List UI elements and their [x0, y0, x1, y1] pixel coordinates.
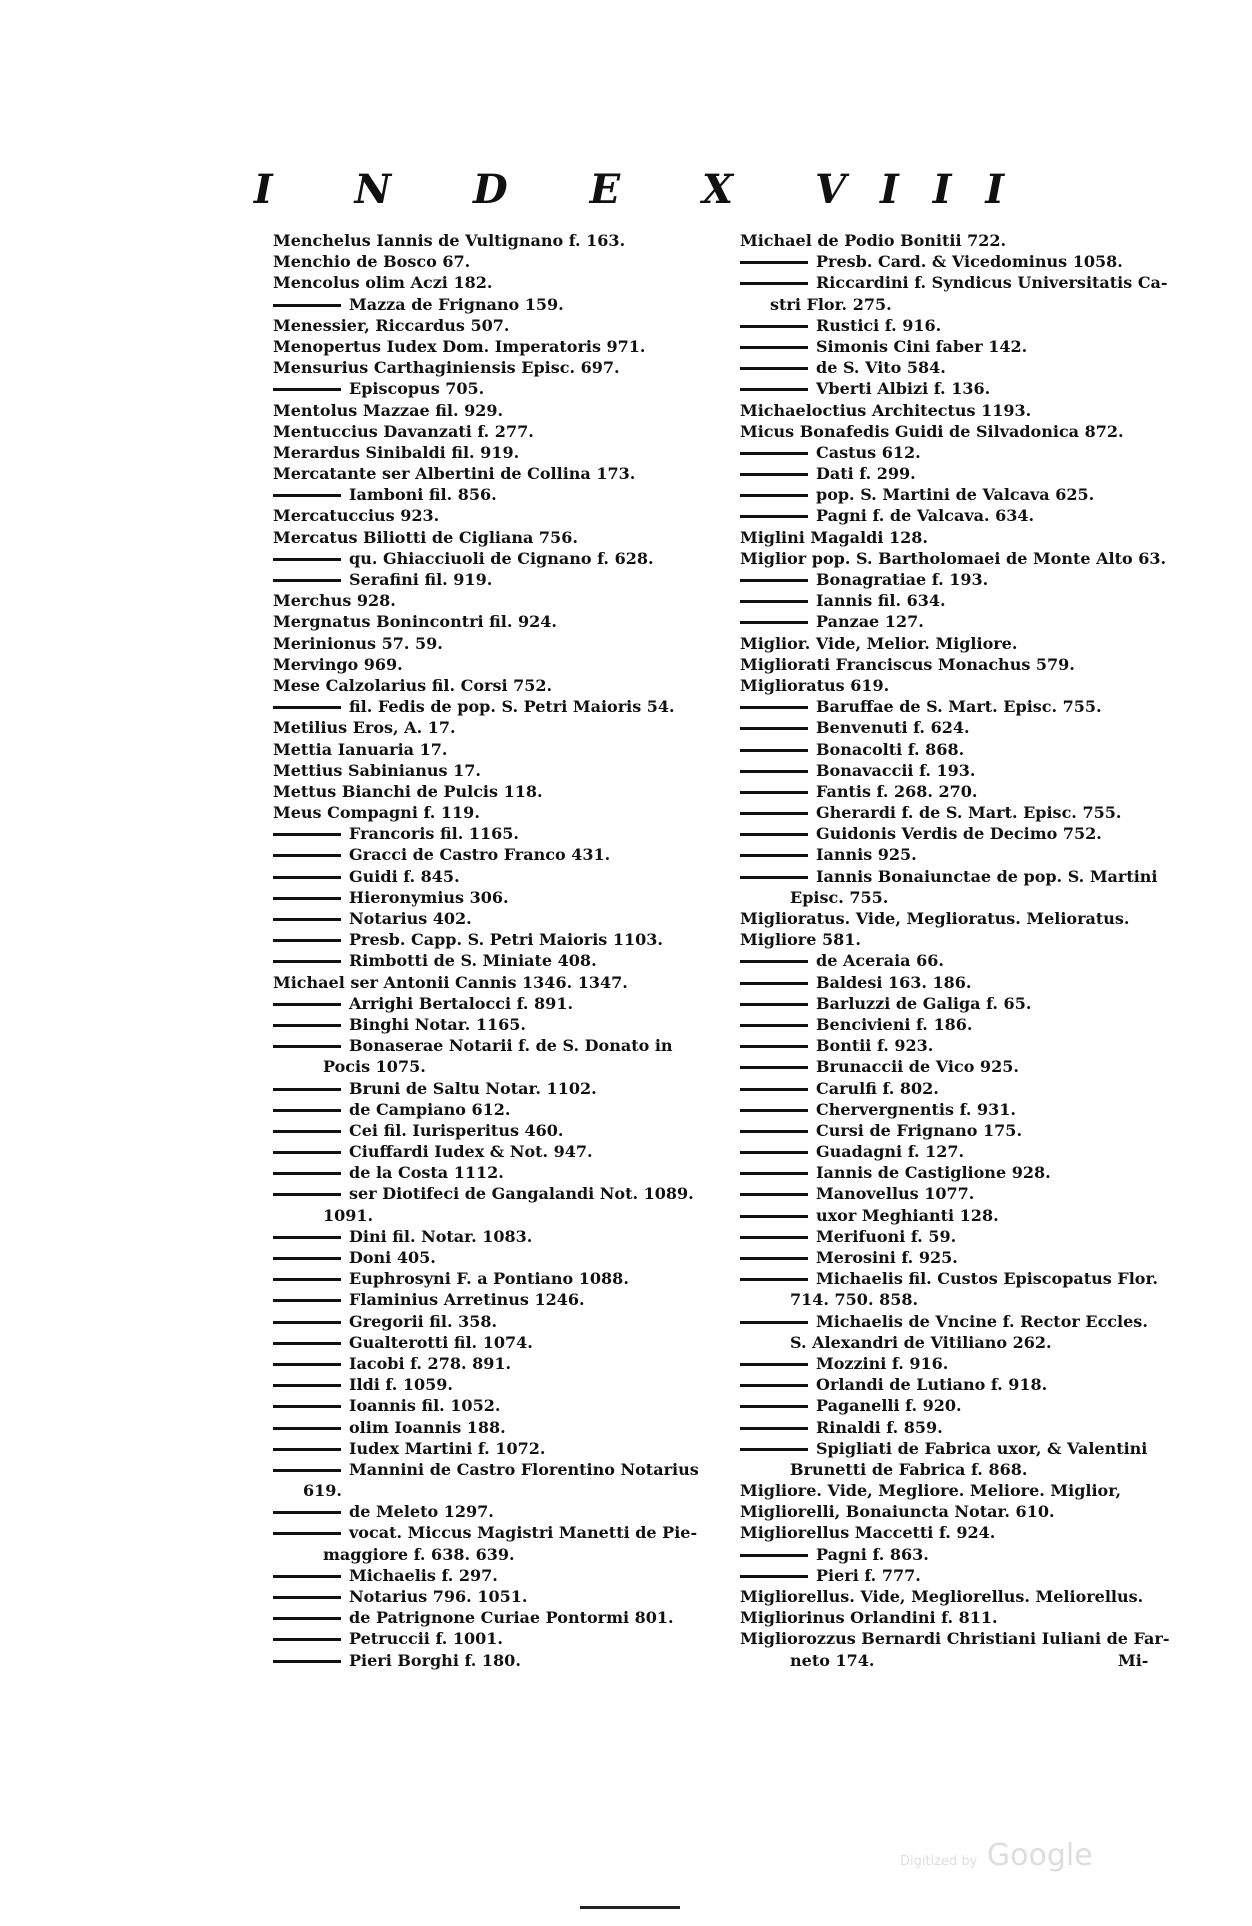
index-entry: Migliorelli, Bonaiuncta Notar. 610.	[740, 1502, 1055, 1522]
index-entry: Gherardi f. de S. Mart. Episc. 755.	[740, 802, 1180, 823]
index-entry: Orlandi de Lutiano f. 918.	[740, 1374, 1180, 1395]
index-entry: Mettia Ianuaria 17.	[273, 739, 448, 759]
index-entry: fil. Fedis de pop. S. Petri Maioris 54.	[273, 696, 725, 717]
index-entry: Menopertus Iudex Dom. Imperatoris 971.	[273, 336, 646, 356]
index-entry: Notarius 402.	[273, 908, 725, 929]
index-entry: Menchio de Bosco 67.	[273, 252, 471, 272]
page-title: I N D E X VIII	[253, 166, 1039, 213]
index-entry: Cei fil. Iurisperitus 460.	[273, 1120, 725, 1141]
index-entry: Bontii f. 923.	[740, 1035, 1180, 1056]
index-entry: Mazza de Frignano 159.	[273, 294, 725, 315]
index-entry: Gracci de Castro Franco 431.	[273, 844, 725, 865]
index-entry: Flaminius Arretinus 1246.	[273, 1289, 725, 1310]
index-entry: Miglior pop. S. Bartholomaei de Monte Alto 63.	[740, 548, 1167, 568]
index-entry: Merardus Sinibaldi fil. 919.	[273, 442, 520, 462]
index-entry: qu. Ghiacciuoli de Cignano f. 628.	[273, 548, 725, 569]
index-entry: 1091.	[323, 1205, 374, 1225]
index-entry: Bonaserae Notarii f. de S. Donato in	[273, 1035, 725, 1056]
index-entry: Migliorellus. Vide, Megliorellus. Meliorellus.	[740, 1587, 1144, 1606]
index-entry: Gregorii fil. 358.	[273, 1311, 725, 1332]
index-entry: Bonagratiae f. 193.	[740, 569, 1180, 590]
index-entry: Mentolus Mazzae fil. 929.	[273, 400, 504, 420]
index-entry: Bruni de Saltu Notar. 1102.	[273, 1078, 725, 1099]
index-entry: Meus Compagni f. 119.	[273, 803, 480, 823]
watermark	[900, 1838, 1093, 1873]
index-entry: Michaelis fil. Custos Episcopatus Flor.	[740, 1268, 1180, 1289]
index-entry: de Campiano 612.	[273, 1099, 725, 1120]
index-entry: Presb. Capp. S. Petri Maioris 1103.	[273, 929, 725, 950]
index-entry: Petruccii f. 1001.	[273, 1628, 725, 1649]
index-entry: Merosini f. 925.	[740, 1247, 1180, 1268]
index-entry: Vberti Albizi f. 136.	[740, 378, 1180, 399]
index-entry: Notarius 796. 1051.	[273, 1586, 725, 1607]
index-entry: Merinionus 57. 59.	[273, 633, 443, 653]
index-entry: de la Costa 1112.	[273, 1162, 725, 1183]
index-entry: Arrighi Bertalocci f. 891.	[273, 993, 725, 1014]
index-entry: Metilius Eros, A. 17.	[273, 718, 456, 738]
index-entry: Merchus 928.	[273, 591, 396, 611]
index-entry: Presb. Card. & Vicedominus 1058.	[740, 251, 1180, 272]
index-entry: S. Alexandri de Vitiliano 262.	[790, 1332, 1052, 1352]
index-entry: Chervergnentis f. 931.	[740, 1099, 1180, 1120]
index-entry: Pieri Borghi f. 180.	[273, 1650, 725, 1671]
index-entry: Pieri f. 777.	[740, 1565, 1180, 1586]
index-entry: Iannis 925.	[740, 844, 1180, 865]
index-entry: Iannis de Castiglione 928.	[740, 1162, 1180, 1183]
index-entry: 714. 750. 858.	[790, 1290, 919, 1310]
index-entry: Rustici f. 916.	[740, 315, 1180, 336]
index-entry: Dini fil. Notar. 1083.	[273, 1226, 725, 1247]
index-entry: Ioannis fil. 1052.	[273, 1395, 725, 1416]
index-entry: Mese Calzolarius fil. Corsi 752.	[273, 675, 553, 695]
index-entry: Migliorozzus Bernardi Christiani Iuliani de Far-	[740, 1629, 1170, 1649]
index-entry: Mercatuccius 923.	[273, 506, 440, 526]
index-entry: de Meleto 1297.	[273, 1501, 725, 1522]
index-entry: pop. S. Martini de Valcava 625.	[740, 484, 1180, 505]
index-entry: Binghi Notar. 1165.	[273, 1014, 725, 1035]
index-entry: Menchelus Iannis de Vultignano f. 163.	[273, 231, 626, 250]
watermark-small: Digitized by	[900, 1854, 978, 1869]
index-entry: Manovellus 1077.	[740, 1183, 1180, 1204]
index-entry: Mensurius Carthaginiensis Episc. 697.	[273, 358, 620, 378]
index-entry: Riccardini f. Syndicus Universitatis Ca-	[740, 272, 1180, 293]
index-entry: Bonavaccii f. 193.	[740, 760, 1180, 781]
index-entry: Paganelli f. 920.	[740, 1395, 1180, 1416]
index-entry: Migliorellus Maccetti f. 924.	[740, 1523, 996, 1543]
index-entry: Bencivieni f. 186.	[740, 1014, 1180, 1035]
index-entry: Cursi de Frignano 175.	[740, 1120, 1180, 1141]
index-entry: de Patrignone Curiae Pontormi 801.	[273, 1607, 725, 1628]
index-entry: Iudex Martini f. 1072.	[273, 1438, 725, 1459]
index-entry: Michaeloctius Architectus 1193.	[740, 400, 1032, 420]
index-entry: Baruffae de S. Mart. Episc. 755.	[740, 696, 1180, 717]
index-entry: Baldesi 163. 186.	[740, 972, 1180, 993]
index-entry: Barluzzi de Galiga f. 65.	[740, 993, 1180, 1014]
index-entry: Serafini fil. 919.	[273, 569, 725, 590]
index-entry: de S. Vito 584.	[740, 357, 1180, 378]
index-entry: Fantis f. 268. 270.	[740, 781, 1180, 802]
index-entry: Pagni f. 863.	[740, 1544, 1180, 1565]
index-entry: Michaelis f. 297.	[273, 1565, 725, 1586]
index-entry: Miglioratus 619.	[740, 675, 890, 695]
index-entry: olim Ioannis 188.	[273, 1417, 725, 1438]
index-entry: Miglior. Vide, Melior. Migliore.	[740, 633, 1018, 653]
index-entry: Mettus Bianchi de Pulcis 118.	[273, 781, 543, 801]
index-entry: Iannis fil. 634.	[740, 590, 1180, 611]
index-entry: Benvenuti f. 624.	[740, 717, 1180, 738]
index-entry: Mannini de Castro Florentino Notarius	[273, 1459, 725, 1480]
index-entry: Mercatante ser Albertini de Collina 173.	[273, 464, 636, 484]
index-entry: Panzae 127.	[740, 611, 1180, 632]
index-entry: Guidonis Verdis de Decimo 752.	[740, 823, 1180, 844]
index-entry: Guadagni f. 127.	[740, 1141, 1180, 1162]
index-entry: Brunetti de Fabrica f. 868.	[790, 1459, 1028, 1479]
index-entry: maggiore f. 638. 639.	[323, 1544, 515, 1564]
index-entry: Bonacolti f. 868.	[740, 739, 1180, 760]
index-entry: Michael de Podio Bonitii 722.	[740, 231, 1007, 250]
index-entry: Rinaldi f. 859.	[740, 1417, 1180, 1438]
index-entry: Rimbotti de S. Miniate 408.	[273, 950, 725, 971]
index-entry: Francoris fil. 1165.	[273, 823, 725, 844]
index-entry: Michael ser Antonii Cannis 1346. 1347.	[273, 972, 628, 992]
index-entry: Mettius Sabinianus 17.	[273, 760, 481, 780]
index-entry: Mervingo 969.	[273, 654, 403, 674]
index-entry: 619.	[303, 1481, 342, 1501]
index-entry: Mencolus olim Aczi 182.	[273, 273, 493, 293]
index-entry: Doni 405.	[273, 1247, 725, 1268]
index-entry: ser Diotifeci de Gangalandi Not. 1089.	[273, 1183, 725, 1204]
index-entry: Iannis Bonaiunctae de pop. S. Martini	[740, 866, 1180, 887]
index-entry: stri Flor. 275.	[770, 294, 892, 314]
index-entry: Brunaccii de Vico 925.	[740, 1056, 1180, 1077]
index-entry: Dati f. 299.	[740, 463, 1180, 484]
index-entry: Mercatus Biliotti de Cigliana 756.	[273, 527, 578, 547]
index-entry: de Aceraia 66.	[740, 950, 1180, 971]
left-column	[273, 230, 725, 1671]
index-entry: Spigliati de Fabrica uxor, & Valentini	[740, 1438, 1180, 1459]
index-entry: Merifuoni f. 59.	[740, 1226, 1180, 1247]
index-entry: Miglini Magaldi 128.	[740, 527, 928, 547]
index-entry: Migliore. Vide, Megliore. Meliore. Miglior,	[740, 1481, 1122, 1501]
index-entry: Menessier, Riccardus 507.	[273, 315, 510, 335]
index-entry: Michaelis de Vncine f. Rector Eccles.	[740, 1311, 1180, 1332]
index-entry: Pagni f. de Valcava. 634.	[740, 505, 1180, 526]
index-entry: Guidi f. 845.	[273, 866, 725, 887]
index-entry: Euphrosyni F. a Pontiano 1088.	[273, 1268, 725, 1289]
index-entry: Iacobi f. 278. 891.	[273, 1353, 725, 1374]
index-entry: Ciuffardi Iudex & Not. 947.	[273, 1141, 725, 1162]
index-entry: Castus 612.	[740, 442, 1180, 463]
index-entry: Micus Bonafedis Guidi de Silvadonica 872.	[740, 421, 1124, 441]
index-entry: Episcopus 705.	[273, 378, 725, 399]
index-entry: Carulfi f. 802.	[740, 1078, 1180, 1099]
index-entry: Mozzini f. 916.	[740, 1353, 1180, 1374]
watermark-large: Google	[986, 1838, 1093, 1873]
index-entry: Ildi f. 1059.	[273, 1374, 725, 1395]
index-entry: Mergnatus Bonincontri fil. 924.	[273, 612, 557, 632]
catchword: Mi-	[1118, 1651, 1149, 1670]
bottom-rule	[580, 1906, 680, 1909]
index-entry: Episc. 755.	[790, 887, 889, 907]
index-entry: Migliore 581.	[740, 930, 861, 950]
index-entry: Hieronymius 306.	[273, 887, 725, 908]
index-entry: Mentuccius Davanzati f. 277.	[273, 421, 534, 441]
index-entry: Pocis 1075.	[323, 1057, 426, 1077]
index-entry: vocat. Miccus Magistri Manetti de Pie-	[273, 1522, 725, 1543]
index-entry: neto 174.	[790, 1650, 875, 1670]
index-entry: Miglioratus. Vide, Meglioratus. Melioratus.	[740, 909, 1130, 928]
index-entry: Gualterotti fil. 1074.	[273, 1332, 725, 1353]
right-column	[740, 230, 1180, 1671]
index-entry: Iamboni fil. 856.	[273, 484, 725, 505]
index-entry: uxor Meghianti 128.	[740, 1205, 1180, 1226]
index-entry: Migliorati Franciscus Monachus 579.	[740, 654, 1075, 674]
index-entry: Simonis Cini faber 142.	[740, 336, 1180, 357]
index-entry: Migliorinus Orlandini f. 811.	[740, 1608, 998, 1628]
